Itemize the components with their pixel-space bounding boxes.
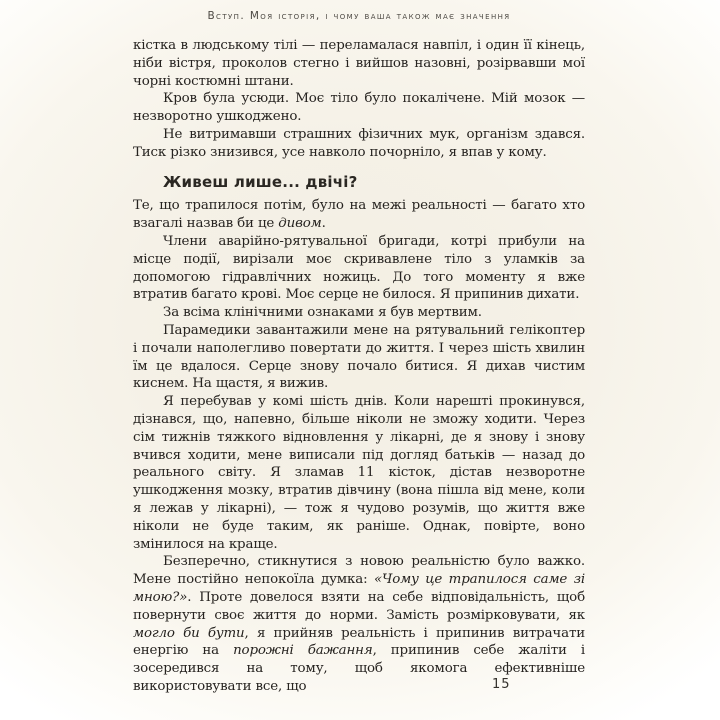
text-block <box>133 37 585 696</box>
paragraph: кістка в людському тілі — переламалася навпіл, і один її кінець, ніби вістря, проколов стегно і вийшов назовні, розірвавши мої чорні костюмні штани. <box>133 38 585 89</box>
paragraph: Не витримавши страшних фізичних мук, організм здався. Тиск різко знизився, усе навколо почорніло, я впав у кому. <box>133 126 585 160</box>
paragraph: Парамедики завантажили мене на рятувальний гелікоптер і почали наполегливо повертати до життя. І через шість хвилин їм це вдалося. Серце знову почало битися. Я дихав чистим киснем. На щастя, я вижив. <box>133 322 585 392</box>
section-heading: Живеш лише... двічі? <box>163 172 358 191</box>
paragraph: Безперечно, стикнутися з новою реальністю було важко. Мене постійно непокоїла думка: «Чому це трапилося саме зі мною?». Проте довелося взяти на себе відповідальність, щоб повернути своє життя до норми. Замість розмірковувати, як могло би бути, я прийняв реальність і припинив витрачати енергію на порожні бажання, припинив себе жаліти і зосередився на тому, щоб якомога ефективніше використовувати все, що <box>133 554 585 694</box>
paragraph: Кров була усюди. Моє тіло було покалічене. Мій мозок — незворотно ушкоджено. <box>133 91 585 125</box>
paragraph: Я перебував у комі шість днів. Коли нарешті прокинувся, дізнався, що, напевно, більше ніколи не зможу ходити. Через сім тижнів тяжкого відновлення у лікарні, де я знову і знову вчився ходити, мене виписали під догляд батьків — назад до реального світу. Я зламав 11 кісток, дістав незворотне ушкодження мозку, втратив дівчину (вона пішла від мене, коли я лежав у лікарні), — тож я чудово розумів, що життя вже ніколи не буде таким, як раніше. Однак, повірте, воно змінилося на краще. <box>133 394 585 552</box>
paragraph: Те, що трапилося потім, було на межі реальності — багато хто взагалі назвав би це дивом. <box>133 198 585 232</box>
paragraph: За всіма клінічними ознаками я був мертвим. <box>163 305 482 321</box>
running-head: Вступ. Моя історія, і чому ваша також має значення <box>207 10 511 22</box>
page-number: 15 <box>492 677 511 692</box>
paragraph: Члени аварійно-рятувальної бригади, котрі прибули на місце події, вирізали моє скривавлене тіло з уламків за допомогою гідравлічних ножиць. До того моменту я вже втратив багато крові. Моє серце не билося. Я припинив дихати. <box>133 233 585 303</box>
